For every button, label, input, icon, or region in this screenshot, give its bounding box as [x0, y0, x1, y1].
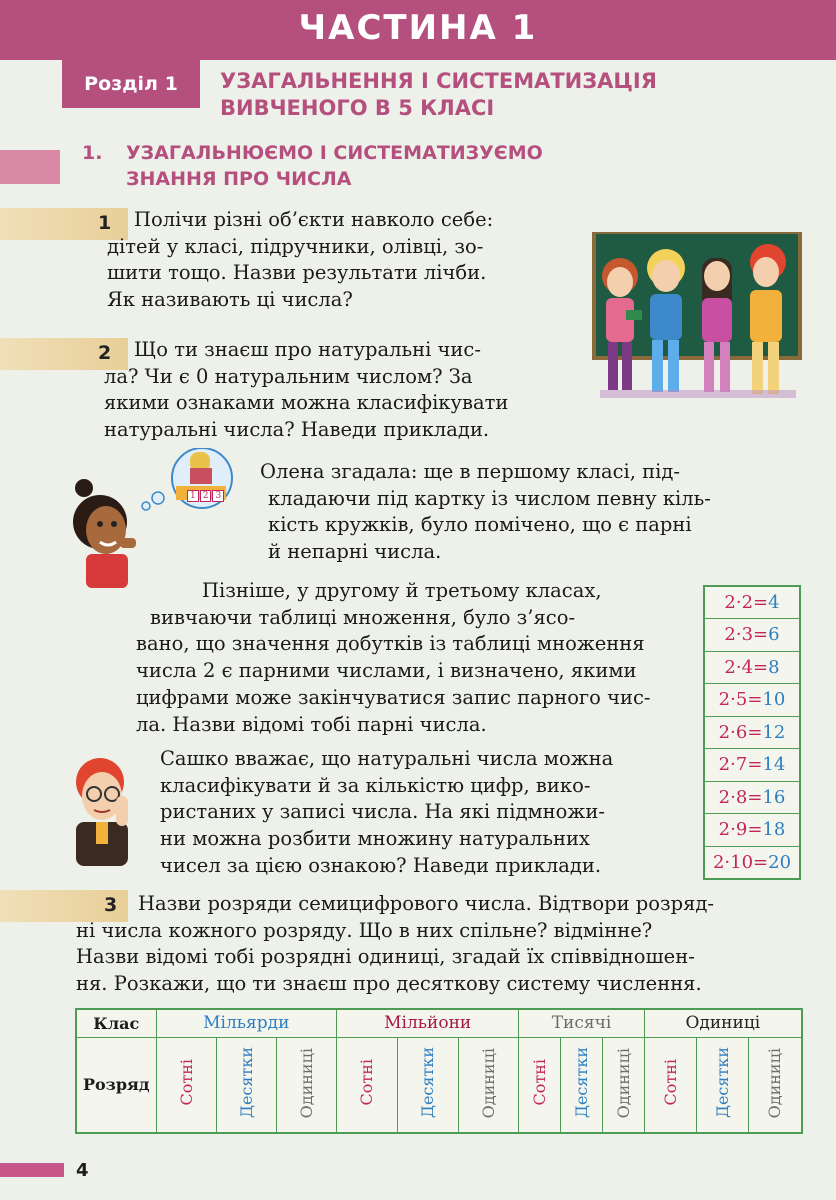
lesson-number: 1. [82, 142, 103, 164]
rank-cell [644, 1037, 696, 1133]
rank-label: Сотні [660, 1059, 680, 1106]
class-header: Клас [76, 1009, 156, 1037]
text-line: шити тощо. Назви результати лічби. [107, 261, 487, 285]
part-title: ЧАСТИНА 1 [298, 8, 538, 48]
rank-label: Десятки [236, 1047, 256, 1119]
text-line: ристаних у записі числа. На які підмножи- [160, 800, 605, 824]
children-at-blackboard-illustration [590, 232, 802, 404]
mult-row [704, 684, 800, 717]
rank-cell [602, 1037, 644, 1133]
mult-cell: 2·6=12 [704, 716, 800, 749]
mult-row [704, 716, 800, 749]
text-line: натуральні числа? Наведи приклади. [104, 418, 490, 442]
mult-result: 4 [768, 592, 780, 613]
section-title-line: ВИВЧЕНОГО В 5 КЛАСІ [220, 96, 495, 120]
text-line: Що ти знаєш про натуральні чис- [134, 338, 481, 361]
olena-thinking-illustration [72, 448, 248, 588]
mult-result: 18 [762, 819, 786, 841]
mult-row [704, 586, 800, 619]
section-title [220, 68, 780, 122]
mini-card-row [187, 490, 231, 502]
mini-card: 2 [200, 490, 212, 502]
rank-cell [458, 1037, 519, 1133]
lesson-title-line: ЗНАННЯ ПРО ЧИСЛА [126, 168, 352, 190]
task-1-text [107, 207, 574, 314]
rank-label: Одиниці [478, 1047, 498, 1118]
lesson-title [82, 140, 722, 192]
lesson-bar [0, 150, 60, 184]
mini-card: 3 [212, 490, 224, 502]
mult-result: 8 [768, 656, 780, 678]
mult-cell: 2·2=4 [704, 586, 800, 619]
mult-cell: 2·4=8 [704, 651, 800, 684]
mult-result: 16 [762, 786, 786, 808]
text-line: Назви розряди семицифрового числа. Відтвори розряд- [138, 892, 715, 915]
text-line: вано, що значення добутків із таблиці множення [136, 632, 645, 656]
mult-row [704, 749, 800, 782]
mult-expression: 2·7 [718, 754, 748, 776]
footer-bar [0, 1163, 64, 1177]
rank-label: Сотні [176, 1059, 196, 1106]
rank-cell [216, 1037, 276, 1133]
text-line: Сашко вважає, що натуральні числа можна [160, 747, 614, 770]
section-title-line: УЗАГАЛЬНЕННЯ І СИСТЕМАТИЗАЦІЯ [220, 69, 657, 93]
mult-expression: 2·4 [724, 656, 754, 678]
rank-label: Десятки [712, 1047, 732, 1119]
mult-expression: 2·3 [724, 624, 754, 646]
part-banner [0, 0, 836, 60]
rank-cell [156, 1037, 216, 1133]
page-number: 4 [76, 1160, 89, 1181]
text-line: дітей у класі, підручники, олівці, зо- [107, 234, 484, 258]
text-line: Як називають ці числа? [107, 288, 353, 312]
text-line: ла? Чи є 0 натуральним числом? За [104, 364, 473, 388]
mult-result: 12 [762, 721, 786, 743]
text-line: класифікувати й за кількістю цифр, вико- [160, 773, 591, 797]
rank-cell [276, 1037, 336, 1133]
text-line: ні числа кожного розряду. Що в них спільне? відмінне? [76, 918, 653, 942]
mult-expression: 2·8 [718, 786, 748, 808]
task-2-text [104, 337, 574, 444]
class-millions: Мільйони [337, 1009, 519, 1037]
mult-cell: 2·8=16 [704, 781, 800, 814]
text-line: вивчаючи таблиці множення, було з’ясо- [150, 605, 576, 629]
text-line: цифрами може закінчуватися запис парного чис- [136, 685, 651, 709]
task-3-text [76, 891, 804, 998]
task-3-number: 3 [104, 894, 118, 916]
rank-cell [397, 1037, 458, 1133]
text-line: ня. Розкажи, що ти знаєш про десяткову систему числення. [76, 972, 702, 996]
text-line: ла. Назви відомі тобі парні числа. [136, 712, 487, 736]
text-line: числа 2 є парними числами, і визначено, якими [136, 659, 637, 683]
mult-row [704, 651, 800, 684]
text-line: Полічи різні об’єкти навколо себе: [134, 208, 494, 231]
mult-result: 20 [768, 851, 792, 873]
text-line: й непарні числа. [268, 540, 442, 564]
later-text [136, 578, 674, 738]
text-line: Назви відомі тобі розрядні одиниці, згадай їх співвідношен- [76, 945, 695, 969]
olena-text [260, 459, 802, 566]
mult-result: 14 [762, 754, 786, 776]
place-value-table [75, 1008, 803, 1134]
mult-result: 6 [768, 624, 780, 646]
class-thousands: Тисячі [519, 1009, 644, 1037]
mult-row [704, 814, 800, 847]
rank-label: Одиниці [765, 1047, 785, 1118]
mult-row [704, 781, 800, 814]
mult-expression: 2·9 [718, 819, 748, 841]
text-line: чисел за цією ознакою? Наведи приклади. [160, 853, 602, 877]
text-line: Пізніше, у другому й третьому класах, [202, 579, 602, 602]
text-line: кість кружків, було помічено, що є парні [268, 513, 692, 537]
rank-label: Десятки [418, 1047, 438, 1119]
mult-row [704, 619, 800, 652]
text-line: Олена згадала: ще в першому класі, під- [260, 460, 680, 483]
task-2-number: 2 [98, 342, 112, 364]
rank-label: Одиниці [296, 1047, 316, 1118]
mult-expression: 2·5 [718, 689, 748, 711]
section-label: Розділ 1 [62, 60, 200, 108]
rank-cell [337, 1037, 398, 1133]
rank-cell [561, 1037, 603, 1133]
sashko-text [160, 746, 674, 880]
mult-expression: 2·10 [712, 851, 754, 873]
lesson-title-line: УЗАГАЛЬНЮЄМО І СИСТЕМАТИЗУЄМО [126, 142, 543, 164]
rank-cell [696, 1037, 748, 1133]
rank-label: Десятки [571, 1047, 591, 1119]
mult-result: 10 [762, 689, 786, 711]
text-line: якими ознаками можна класифікувати [104, 391, 509, 415]
rank-header: Розряд [76, 1037, 156, 1133]
class-billions: Мільярди [156, 1009, 337, 1037]
sashko-illustration [60, 756, 144, 866]
rank-label: Одиниці [613, 1047, 633, 1118]
class-units: Одиниці [644, 1009, 802, 1037]
mult-cell: 2·5=10 [704, 684, 800, 717]
rank-cell [519, 1037, 561, 1133]
text-line: ни можна розбити множину натуральних [160, 827, 590, 851]
text-line: кладаючи під картку із числом певну кіль- [268, 486, 711, 510]
mini-card: 1 [187, 490, 199, 502]
mult-expression: 2·2 [724, 592, 754, 613]
rank-label: Сотні [357, 1059, 377, 1106]
multiplication-table-by-2 [703, 585, 801, 880]
rank-cell [748, 1037, 802, 1133]
mult-cell: 2·7=14 [704, 749, 800, 782]
rank-label: Сотні [530, 1059, 550, 1106]
mult-expression: 2·6 [718, 721, 748, 743]
task-1-number: 1 [98, 212, 112, 234]
mult-cell: 2·10=20 [704, 846, 800, 879]
mult-cell: 2·3=6 [704, 619, 800, 652]
mult-row [704, 846, 800, 879]
mult-cell: 2·9=18 [704, 814, 800, 847]
